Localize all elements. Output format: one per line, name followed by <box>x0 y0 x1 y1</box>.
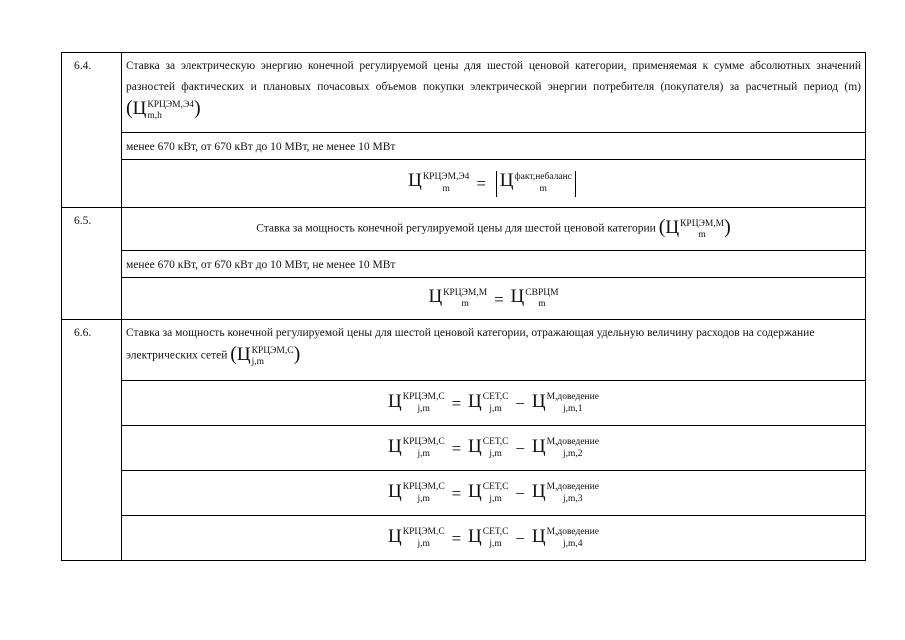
tariff-table <box>61 52 866 561</box>
abs-bar-right <box>575 171 576 197</box>
abs-bar-left <box>496 171 497 197</box>
table-row <box>62 208 866 251</box>
formula-cell <box>122 381 866 426</box>
description-text: Ставка за мощность конечной регулируемой цены для шестой ценовой категории <box>256 222 656 235</box>
row-number: 6.5. <box>62 208 122 320</box>
formula-cell <box>122 278 866 320</box>
formula-symbol: (Ц КРЦЭМ,М m ) <box>658 216 731 241</box>
formula: Ц КРЦЭМ,С j,m = Ц СЕТ,С j,m − Ц М,доведение j,m,2 <box>388 435 599 459</box>
table-row <box>62 320 866 381</box>
formula: Ц КРЦЭМ,С j,m = Ц СЕТ,С j,m − Ц М,доведение j,m,1 <box>388 390 599 414</box>
table-row <box>62 160 866 208</box>
formula-cell <box>122 426 866 471</box>
row-description <box>122 208 866 251</box>
table-row <box>62 278 866 320</box>
row-number: 6.6. <box>62 320 122 561</box>
table-row <box>62 133 866 160</box>
table-row <box>62 251 866 278</box>
formula: Ц КРЦЭМ,С j,m = Ц СЕТ,С j,m − Ц М,доведение j,m,4 <box>388 525 599 549</box>
formula-cell <box>122 471 866 516</box>
formula-symbol: (Ц КРЦЭМ,С j,m ) <box>230 343 301 368</box>
formula: Ц КРЦЭМ,Э4 m = Ц факт,небаланс m <box>408 171 579 197</box>
table-row <box>62 53 866 133</box>
volume-range: менее 670 кВт, от 670 кВт до 10 МВт, не менее 10 МВт <box>122 133 866 160</box>
volume-range: менее 670 кВт, от 670 кВт до 10 МВт, не менее 10 МВт <box>122 251 866 278</box>
table-row <box>62 381 866 426</box>
formula-cell <box>122 516 866 561</box>
formula: Ц КРЦЭМ,С j,m = Ц СЕТ,С j,m − Ц М,доведение j,m,3 <box>388 480 599 504</box>
row-description <box>122 53 866 133</box>
row-description <box>122 320 866 381</box>
description-text: Ставка за мощность конечной регулируемой цены для шестой ценовой категории, отражающая удельную величину расходов на содержание электрических сетей <box>126 327 815 362</box>
formula: Ц КРЦЭМ,М m = Ц СВРЦМ m <box>428 286 559 310</box>
description-text: Ставка за электрическую энергию конечной регулируемой цены для шестой ценовой категории, применяемая к сумме абсолютных значений разностей фактических и плановых почасовых объемов покупки электрической энергии потребителя (покупателя) за расчетный период (m) <box>126 60 861 93</box>
table-row <box>62 426 866 471</box>
table-row <box>62 516 866 561</box>
table-row <box>62 471 866 516</box>
row-number: 6.4. <box>62 53 122 208</box>
formula-symbol: (Ц КРЦЭМ,Э4 m,h ) <box>126 97 201 122</box>
formula-cell <box>122 160 866 208</box>
